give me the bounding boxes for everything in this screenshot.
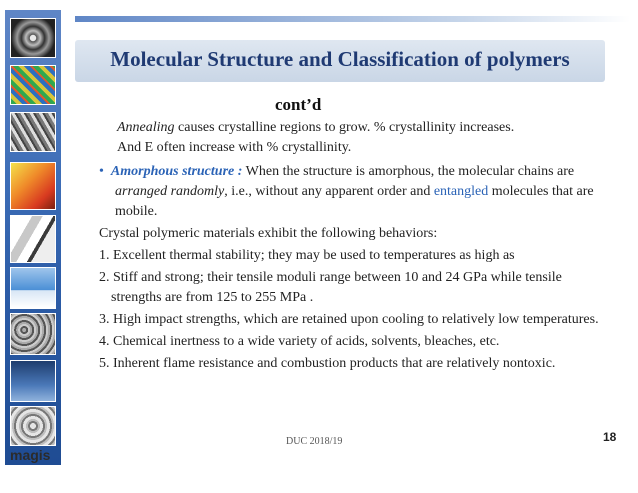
annealing-text: causes crystalline regions to grow. % crystallinity increases. [174, 120, 515, 135]
material-sample-image [10, 215, 56, 263]
amorphous-bullet [99, 162, 599, 222]
behavior-item-3: 3. High impact strengths, which are retained upon cooling to relatively low temperatures. [99, 312, 599, 327]
title-bar [75, 40, 605, 82]
fiber-image [10, 112, 56, 152]
microstructure-image [10, 65, 56, 105]
entangled-text: entangled [433, 184, 489, 199]
behavior-item-4: 4. Chemical inertness to a wide variety of acids, solvents, bleaches, etc. [99, 334, 500, 349]
surface-texture-image [10, 313, 56, 355]
grain-texture-image [10, 406, 56, 446]
amorphous-text-5: molecules that are mobile. [115, 184, 594, 219]
wind-turbine-image [10, 360, 56, 402]
slide-subtitle: cont’d [275, 95, 322, 114]
airplane-image [10, 267, 56, 309]
bullet-marker: • [99, 164, 104, 179]
arranged-randomly-text: arranged randomly [115, 184, 225, 199]
top-decorative-line [75, 16, 630, 22]
amorphous-text-3: , i.e., without any apparent order and [224, 184, 434, 199]
page-number: 18 [603, 430, 617, 444]
behaviors-intro: Crystal polymeric materials exhibit the following behaviors: [99, 226, 438, 241]
annealing-line-1 [99, 118, 599, 138]
magis-logo: magis [10, 447, 51, 463]
footer-text: DUC 2018/19 [286, 436, 343, 447]
behavior-item-1: 1. Excellent thermal stability; they may be used to temperatures as high as [99, 248, 515, 263]
amorphous-text-1: When the structure is amorphous, the molecular chains are [242, 164, 575, 179]
behavior-item-5: 5. Inherent flame resistance and combustion products that are relatively nontoxic. [99, 356, 556, 371]
annealing-line-2: And E often increase with % crystallinity. [117, 140, 352, 155]
slide-content [99, 118, 599, 374]
annealing-term: Annealing [117, 120, 175, 135]
heat-map-image [10, 162, 56, 210]
slide-title: Molecular Structure and Classification of polymers [110, 47, 570, 71]
behavior-item-2: 2. Stiff and strong; their tensile moduli range between 10 and 24 GPa while tensile strengths are from 125 to 255 MPa . [99, 270, 562, 305]
amorphous-term: Amorphous structure : [110, 164, 243, 179]
turbine-image [10, 18, 56, 58]
